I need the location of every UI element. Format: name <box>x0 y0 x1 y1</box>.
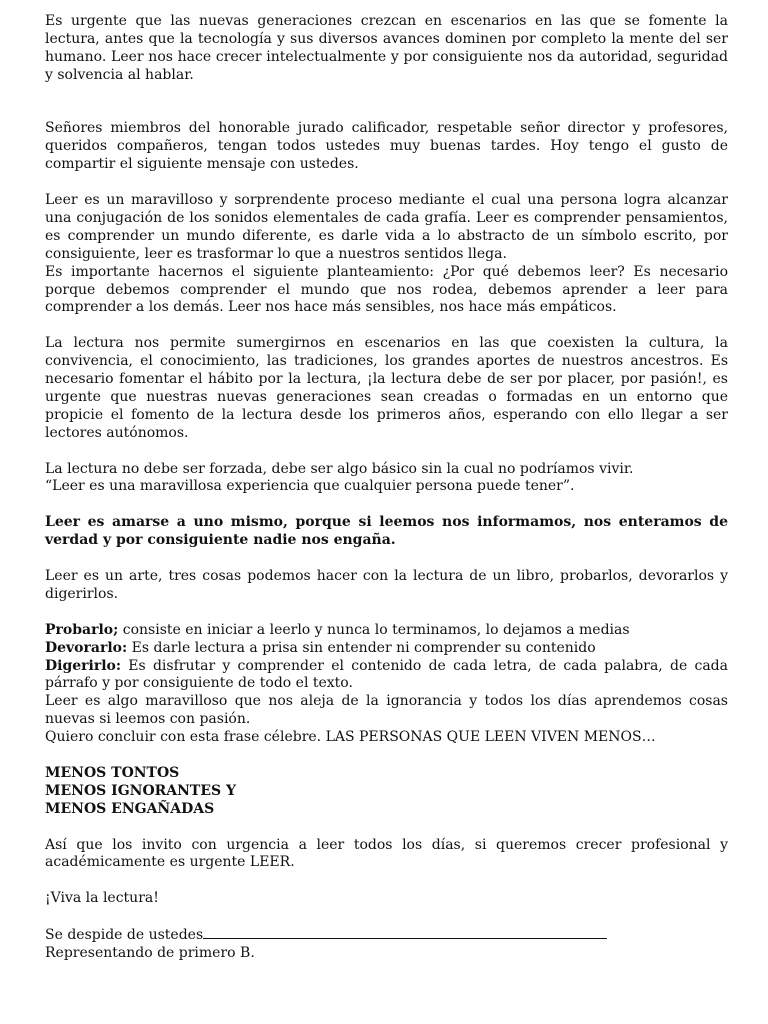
viva-line: ¡Viva la lectura! <box>45 890 159 907</box>
farewell-line <box>45 926 728 945</box>
art-paragraph: Leer es un arte, tres cosas podemos hacer con la lectura de un libro, probarlos, devorarlos y digerirlos. <box>45 567 728 602</box>
definition-paragraph: Leer es un maravilloso y sorprendente proceso mediante el cual una persona logra alcanzar una conjugación de los sonidos elementales de cada grafía. Leer es comprender pensamientos, es comprender un mundo diferente, es darle vida a lo abstracto de un símbolo escrito, por consiguiente, leer es trasformar lo que a nuestros sentidos llega. <box>45 192 728 262</box>
way-text: Es disfrutar y comprender el contenido de cada letra, de cada palabra, de cada párrafo y por consiguiente de todo el texto. <box>45 657 728 692</box>
way-term: Probarlo; <box>45 621 119 638</box>
way-probarlo <box>45 622 728 640</box>
way-devorarlo <box>45 640 728 658</box>
menos-line <box>45 765 728 783</box>
way-text: consiste en iniciar a leerlo y nunca lo terminamos, lo dejamos a medias <box>118 621 630 638</box>
greeting-paragraph: Señores miembros del honorable jurado calificador, respetable señor director y profesores, queridos compañeros, tengan todos ustedes muy buenas tardes. Hoy tengo el gusto de compartir el siguiente mensaje con ustedes. <box>45 120 728 173</box>
menos-line <box>45 801 728 819</box>
farewell-text: Se despide de ustedes <box>45 927 204 944</box>
way-term: Digerirlo: <box>45 657 122 674</box>
representing-line: Representando de primero B. <box>45 944 255 961</box>
immersion-paragraph: La lectura nos permite sumergirnos en escenarios en las que coexisten la cultura, la convivencia, el conocimiento, las tradiciones, los grandes aportes de nuestros ancestros. Es necesario fomentar el hábito por la lectura, ¡la lectura debe de ser por placer, por pasión!, es urgente que nuestras nuevas generaciones sean creadas o formadas en un entorno que propicie el fomento de la lectura desde los primeros años, esperando con ello llegar a ser lectores autónomos. <box>45 335 728 441</box>
intro-paragraph: Es urgente que las nuevas generaciones crezcan en escenarios en las que se fomente la lectura, antes que la tecnología y sus diversos avances dominen por completo la mente del ser humano. Leer nos hace crecer intelectualmente y por consiguiente nos da autoridad, seguridad y solvencia al hablar. <box>45 13 728 83</box>
menos-text: MENOS IGNORANTES Y <box>45 782 237 799</box>
menos-line <box>45 783 728 801</box>
question-paragraph: Es importante hacernos el siguiente planteamiento: ¿Por qué debemos leer? Es necesario porque debemos comprender el mundo que nos rodea, debemos aprender a leer para comprender a los demás. Leer nos hace más sensibles, nos hace más empáticos. <box>45 263 728 316</box>
bold-statement <box>45 514 728 550</box>
way-term: Devorarlo: <box>45 639 128 656</box>
signature-line <box>203 926 607 939</box>
menos-text: MENOS ENGAÑADAS <box>45 800 215 817</box>
way-text: Es darle lectura a prisa sin entender ni comprender su contenido <box>127 639 596 656</box>
conclude-line: Quiero concluir con esta frase célebre. LAS PERSONAS QUE LEEN VIVEN MENOS… <box>45 729 656 746</box>
invitation-paragraph: Así que los invito con urgencia a leer todos los días, si queremos crecer profesional y académicamente es urgente LEER. <box>45 836 728 871</box>
bold-statement-text: Leer es amarse a uno mismo, porque si leemos nos informamos, nos enteramos de verdad y por consiguiente nadie nos engaña. <box>45 514 728 549</box>
marvel-paragraph: Leer es algo maravilloso que nos aleja de la ignorancia y todos los días aprendemos cosas nuevas si leemos con pasión. <box>45 693 728 728</box>
way-digerirlo <box>45 658 728 694</box>
menos-text: MENOS TONTOS <box>45 764 180 781</box>
quote-line: “Leer es una maravillosa experiencia que cualquier persona puede tener”. <box>45 478 575 495</box>
not-forced-line: La lectura no debe ser forzada, debe ser algo básico sin la cual no podríamos vivir. <box>45 460 634 477</box>
